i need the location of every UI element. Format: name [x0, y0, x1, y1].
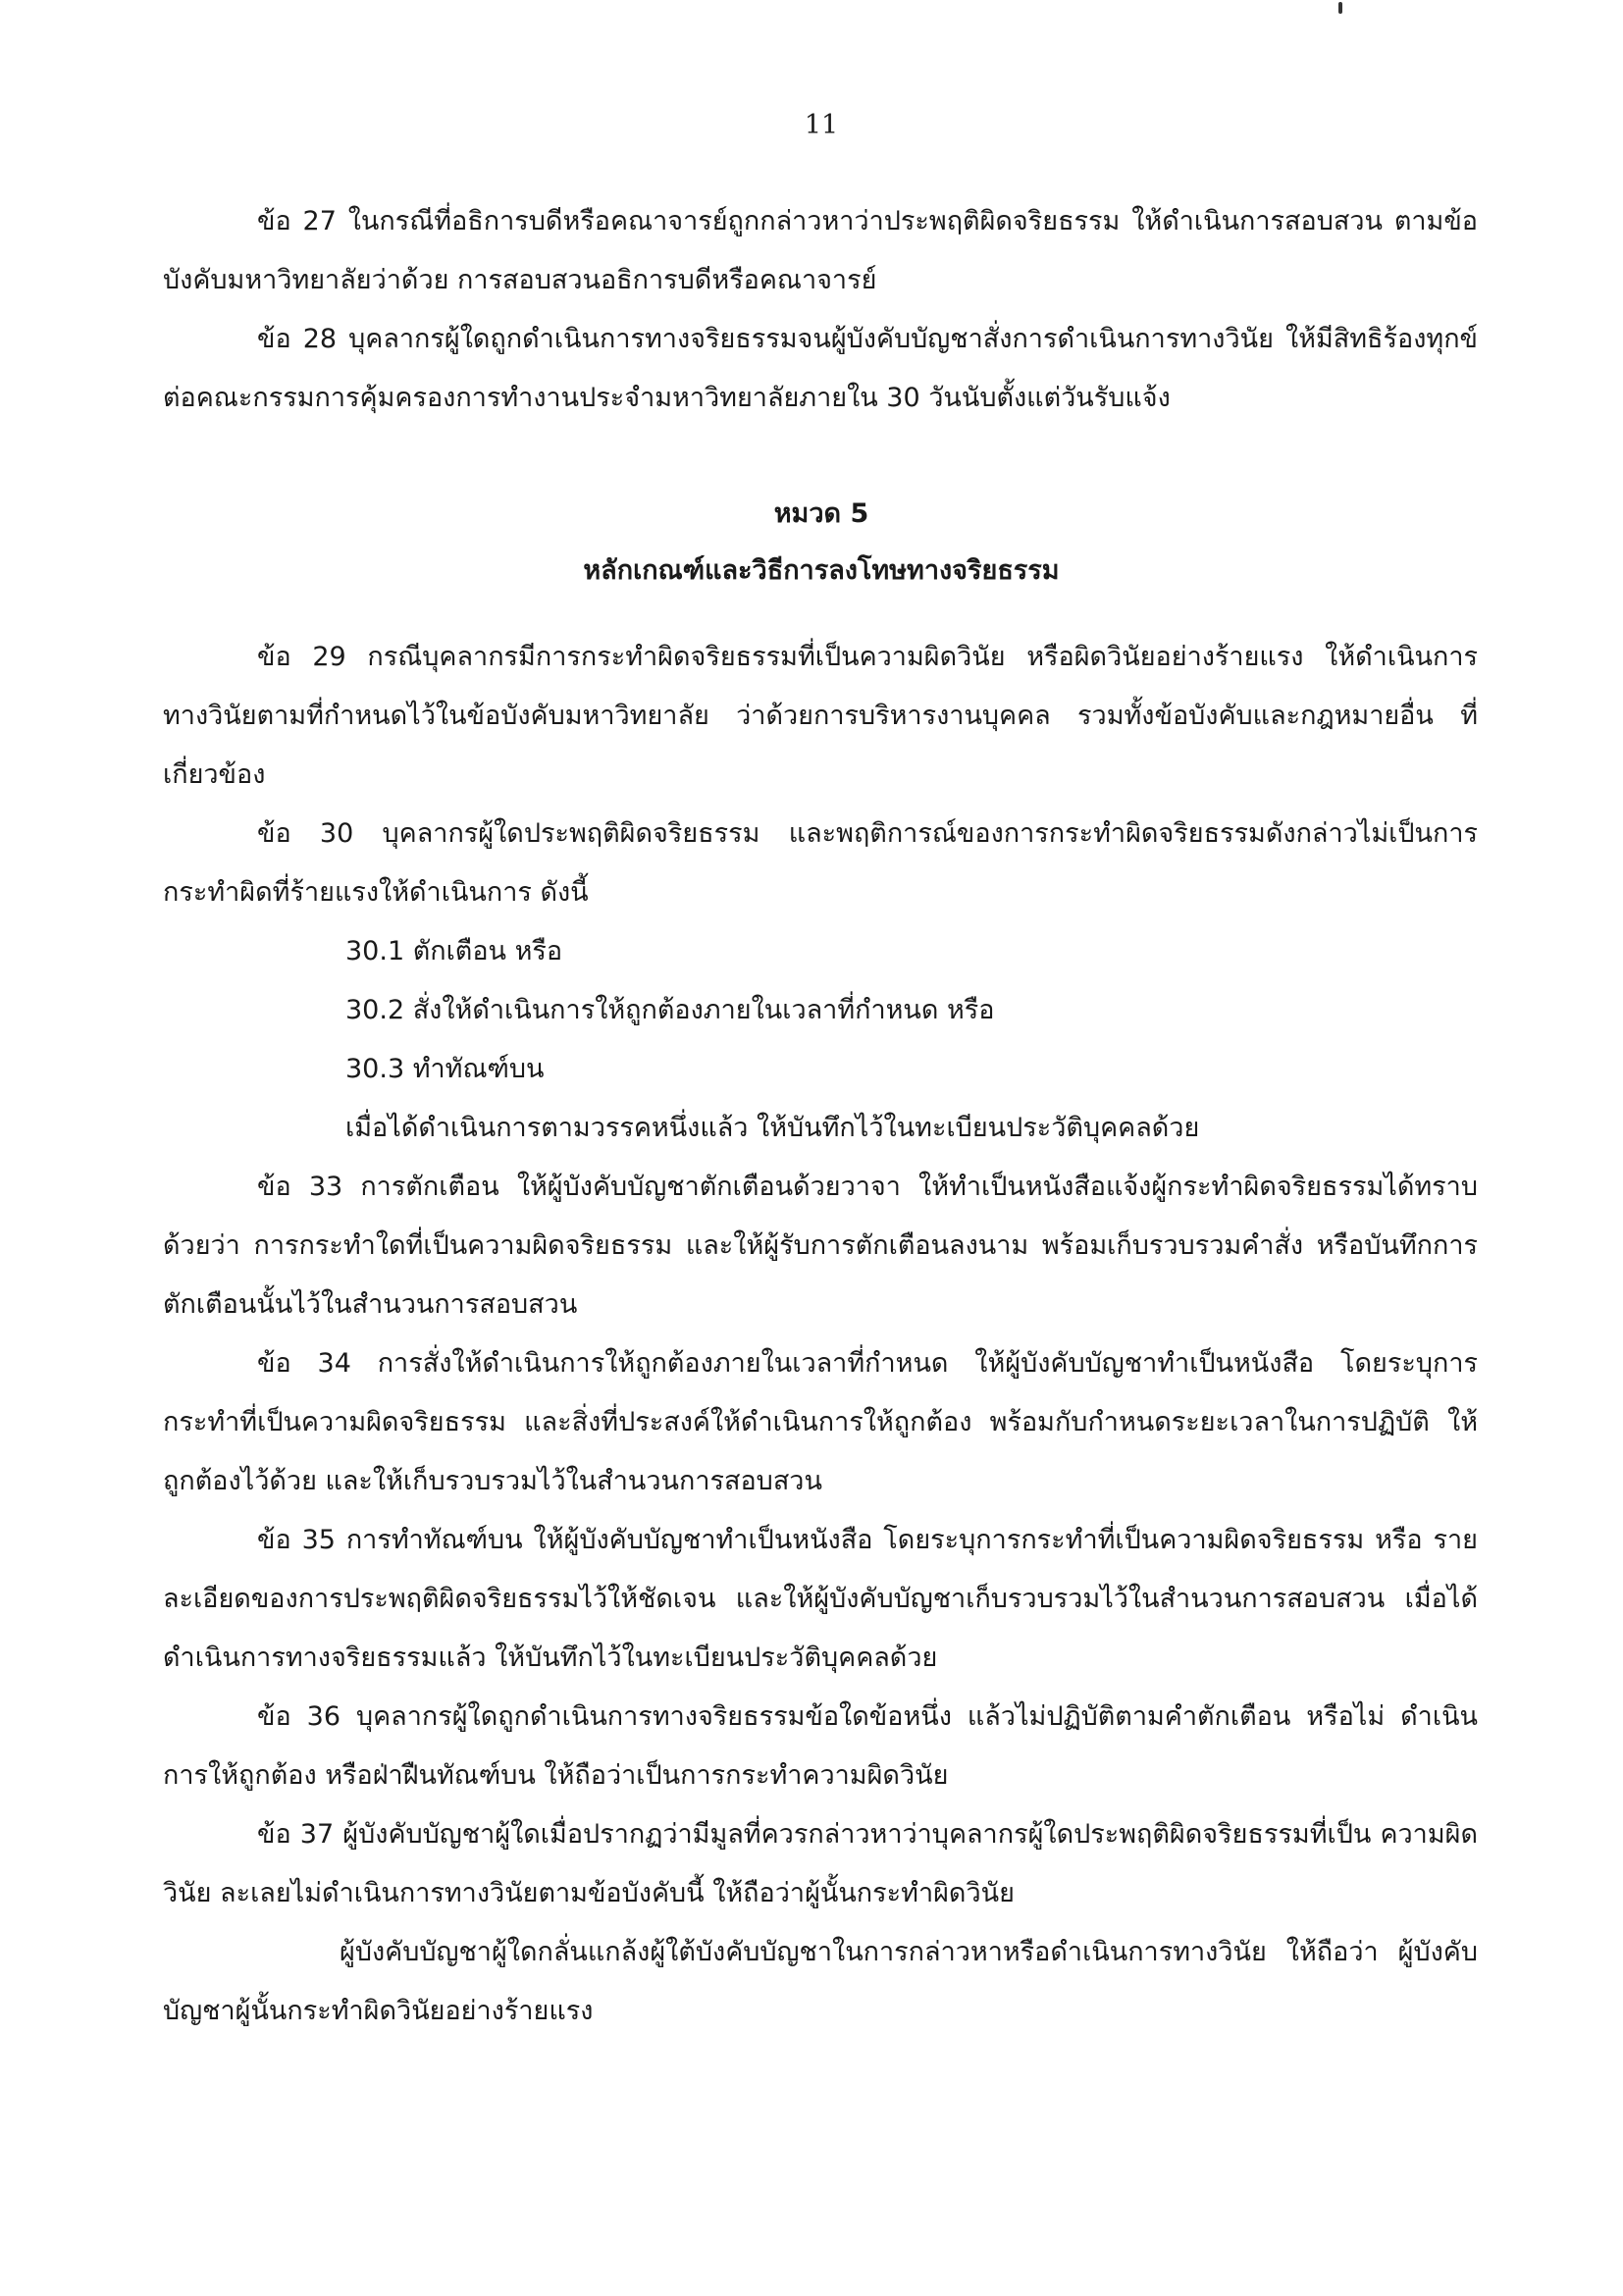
clause-35: ข้อ 35 การทำทัณฑ์บน ให้ผู้บังคับบัญชาทำเป็นหนังสือ โดยระบุการกระทำที่เป็นความผิดจริยธรรม หรือ รายละเอียดของการประพฤติผิดจริยธรรมไว้ให้ชัดเจน และให้ผู้บังคับบัญชาเก็บรวบรวมไว้ในสำนวนการสอบสวน เมื่อได้ดำเนินการทางจริยธรรมแล้ว ให้บันทึกไว้ในทะเบียนประวัติบุคคลด้วย — [163, 1525, 1478, 1673]
clause-30: ข้อ 30 บุคลากรผู้ใดประพฤติผิดจริยธรรม และพฤติการณ์ของการกระทำผิดจริยธรรมดังกล่าวไม่เป็นการ กระทำผิดที่ร้ายแรงให้ดำเนินการ ดังนี้ — [163, 818, 1478, 908]
clause-30-2: 30.2 สั่งให้ดำเนินการให้ถูกต้องภายในเวลาที่กำหนด หรือ — [345, 995, 995, 1025]
clause-37: ข้อ 37 ผู้บังคับบัญชาผู้ใดเมื่อปรากฏว่ามีมูลที่ควรกล่าวหาว่าบุคลากรผู้ใดประพฤติผิดจริยธรรมที่เป็น ความผิดวินัย ละเลยไม่ดำเนินการทางวินัยตามข้อบังคับนี้ ให้ถือว่าผู้นั้นกระทำผิดวินัย — [163, 1819, 1478, 1908]
clause-27-28-block — [163, 192, 1478, 428]
page-number: 11 — [804, 110, 839, 140]
scan-mark — [1338, 2, 1342, 14]
clause-29: ข้อ 29 กรณีบุคลากรมีการกระทำผิดจริยธรรมที่เป็นความผิดวินัย หรือผิดวินัยอย่างร้ายแรง ให้ดำเนินการ ทางวินัยตามที่กำหนดไว้ในข้อบังคับมหาวิทยาลัย ว่าด้วยการบริหารงานบุคคล รวมทั้งข้อบังคับและกฎหมายอื่น ที่เกี่ยวข้อง — [163, 642, 1478, 790]
clause-28: ข้อ 28 บุคลากรผู้ใดถูกดำเนินการทางจริยธรรมจนผู้บังคับบัญชาสั่งการดำเนินการทางวินัย ให้มีสิทธิร้องทุกข์ ต่อคณะกรรมการคุ้มครองการทำงานประจำมหาวิทยาลัยภายใน 30 วันนับตั้งแต่วันรับแจ้ง — [163, 324, 1478, 413]
clause-34: ข้อ 34 การสั่งให้ดำเนินการให้ถูกต้องภายในเวลาที่กำหนด ให้ผู้บังคับบัญชาทำเป็นหนังสือ โดยระบุการ กระทำที่เป็นความผิดจริยธรรม และสิ่งที่ประสงค์ให้ดำเนินการให้ถูกต้อง พร้อมกับกำหนดระยะเวลาในการปฏิบัติ ให้ถูกต้องไว้ด้วย และให้เก็บรวบรวมไว้ในสำนวนการสอบสวน — [163, 1348, 1478, 1496]
body-block — [163, 628, 1478, 2041]
clause-30-3: 30.3 ทำทัณฑ์บน — [345, 1054, 545, 1084]
clause-30-1: 30.1 ตักเตือน หรือ — [345, 936, 563, 966]
clause-37-para-2: ผู้บังคับบัญชาผู้ใดกลั่นแกล้งผู้ใต้บังคับบัญชาในการกล่าวหาหรือดำเนินการทางวินัย ให้ถือว่า ผู้บังคับบัญชาผู้นั้นกระทำผิดวินัยอย่างร้ายแรง — [163, 1937, 1478, 2026]
clause-36: ข้อ 36 บุคลากรผู้ใดถูกดำเนินการทางจริยธรรมข้อใดข้อหนึ่ง แล้วไม่ปฏิบัติตามคำตักเตือน หรือไม่ ดำเนินการให้ถูกต้อง หรือฝ่าฝืนทัณฑ์บน ให้ถือว่าเป็นการกระทำความผิดวินัย — [163, 1701, 1478, 1791]
clause-30-note: เมื่อได้ดำเนินการตามวรรคหนึ่งแล้ว ให้บันทึกไว้ในทะเบียนประวัติบุคคลด้วย — [345, 1113, 1200, 1143]
clause-27: ข้อ 27 ในกรณีที่อธิการบดีหรือคณาจารย์ถูกกล่าวหาว่าประพฤติผิดจริยธรรม ให้ดำเนินการสอบสวน ตามข้อบังคับมหาวิทยาลัยว่าด้วย การสอบสวนอธิการบดีหรือคณาจารย์ — [163, 206, 1478, 295]
section-title: หลักเกณฑ์และวิธีการลงโทษทางจริยธรรม — [583, 555, 1060, 586]
chapter-heading: หมวด 5 — [773, 498, 869, 529]
clause-33: ข้อ 33 การตักเตือน ให้ผู้บังคับบัญชาตักเตือนด้วยวาจา ให้ทำเป็นหนังสือแจ้งผู้กระทำผิดจริยธรรมได้ทราบ ด้วยว่า การกระทำใดที่เป็นความผิดจริยธรรม และให้ผู้รับการตักเตือนลงนาม พร้อมเก็บรวบรวมคำสั่ง หรือบันทึกการ ตักเตือนนั้นไว้ในสำนวนการสอบสวน — [163, 1172, 1478, 1320]
